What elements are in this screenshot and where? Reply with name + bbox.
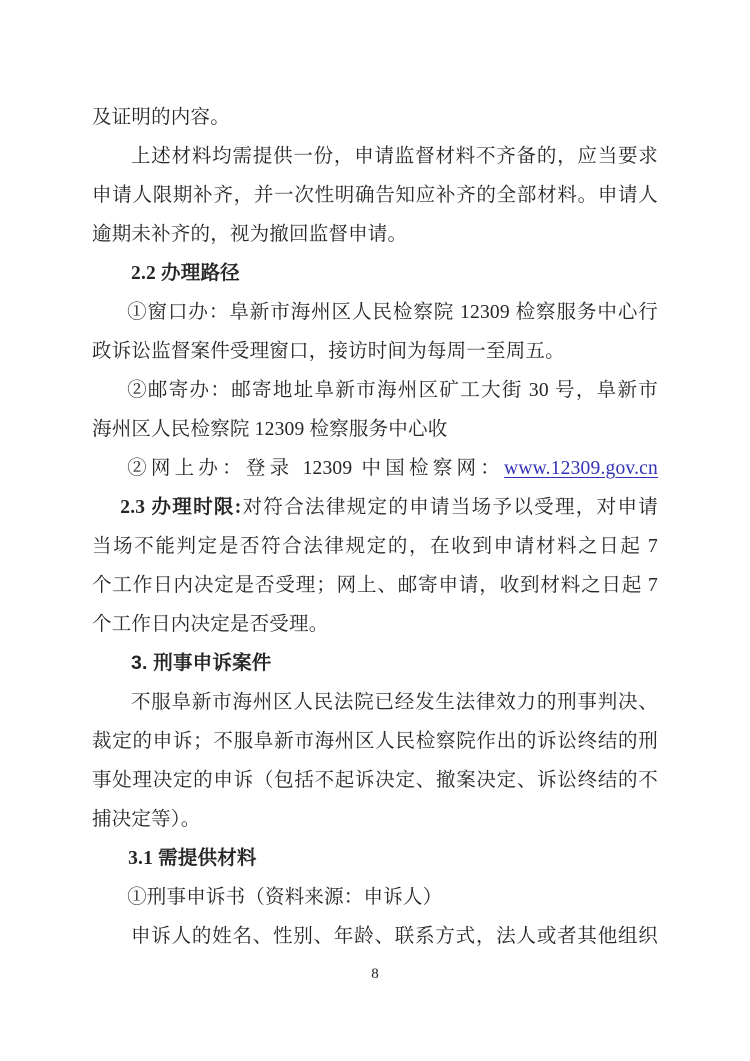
paragraph-line [92,215,658,254]
text-run: ①刑事申诉书（资料来源：申诉人） [127,887,443,908]
bold-text-run: 2.3 办理时限: [120,497,242,518]
paragraph-line [92,683,658,722]
text-run: 裁定的申诉；不服阜新市海州区人民检察院作出的诉讼终结的刑 [92,731,658,752]
bold-text-run: 2.2 办理路径 [131,263,240,284]
text-run: 当场不能判定是否符合法律规定的，在收到申请材料之日起 7 [92,536,658,557]
text-run: 海州区人民检察院 12309 检察服务中心收 [92,419,448,440]
12309-website-link[interactable]: www.12309.gov.cn [504,458,658,479]
paragraph-line [92,605,658,644]
text-run: 政诉讼监督案件受理窗口，接访时间为每周一至周五。 [92,341,565,362]
text-run: 个工作日内决定是否受理。 [92,614,329,635]
paragraph-line [92,800,658,839]
text-run: 事处理决定的申诉（包括不起诉决定、撤案决定、诉讼终结的不 [92,770,658,791]
paragraph-line [92,566,658,605]
paragraph-line [92,917,658,956]
bold-text-run: 3.1 需提供材料 [128,848,257,869]
paragraph-line [92,332,658,371]
text-run: 申诉人的姓名、性别、年龄、联系方式，法人或者其他组织 [131,926,658,947]
text-run: 及证明的内容。 [92,107,230,128]
paragraph-line [92,410,658,449]
paragraph-line [92,527,658,566]
heading-2-2-banli-lujing [92,254,658,293]
paragraph-line [92,449,658,488]
text-run: 逾期未补齐的，视为撤回监督申请。 [92,224,408,245]
text-run: ①窗口办：阜新市海州区人民检察院 12309 检察服务中心行 [127,302,658,323]
text-run: ②邮寄办：邮寄地址阜新市海州区矿工大街 30 号，阜新市 [127,380,658,401]
paragraph-line [92,488,658,527]
document-content [92,98,658,956]
text-run: 不服阜新市海州区人民法院已经发生法律效力的刑事判决、 [131,692,658,713]
paragraph-line [92,137,658,176]
paragraph-line [92,761,658,800]
bold-text-run: 3. 刑事申诉案件 [131,652,272,674]
heading-3-1-xu-tigong-cailiao [92,839,658,878]
page-number: 8 [371,966,379,982]
heading-3-xingshi-shensu [92,644,658,683]
paragraph-line [92,176,658,215]
paragraph-line [92,878,658,917]
paragraph-line [92,371,658,410]
paragraph-line [92,293,658,332]
text-run: 上述材料均需提供一份，申请监督材料不齐备的，应当要求 [131,146,658,167]
paragraph-line [92,722,658,761]
paragraph-line [92,98,658,137]
text-run: 个工作日内决定是否受理；网上、邮寄申请，收到材料之日起 7 [92,575,658,596]
text-run: 捕决定等）。 [92,809,201,830]
text-run: ②网上办：登录 12309 中国检察网： [127,458,505,479]
text-run: 申请人限期补齐，并一次性明确告知应补齐的全部材料。申请人 [92,185,658,206]
text-run: 对符合法律规定的申请当场予以受理，对申请 [241,497,658,518]
